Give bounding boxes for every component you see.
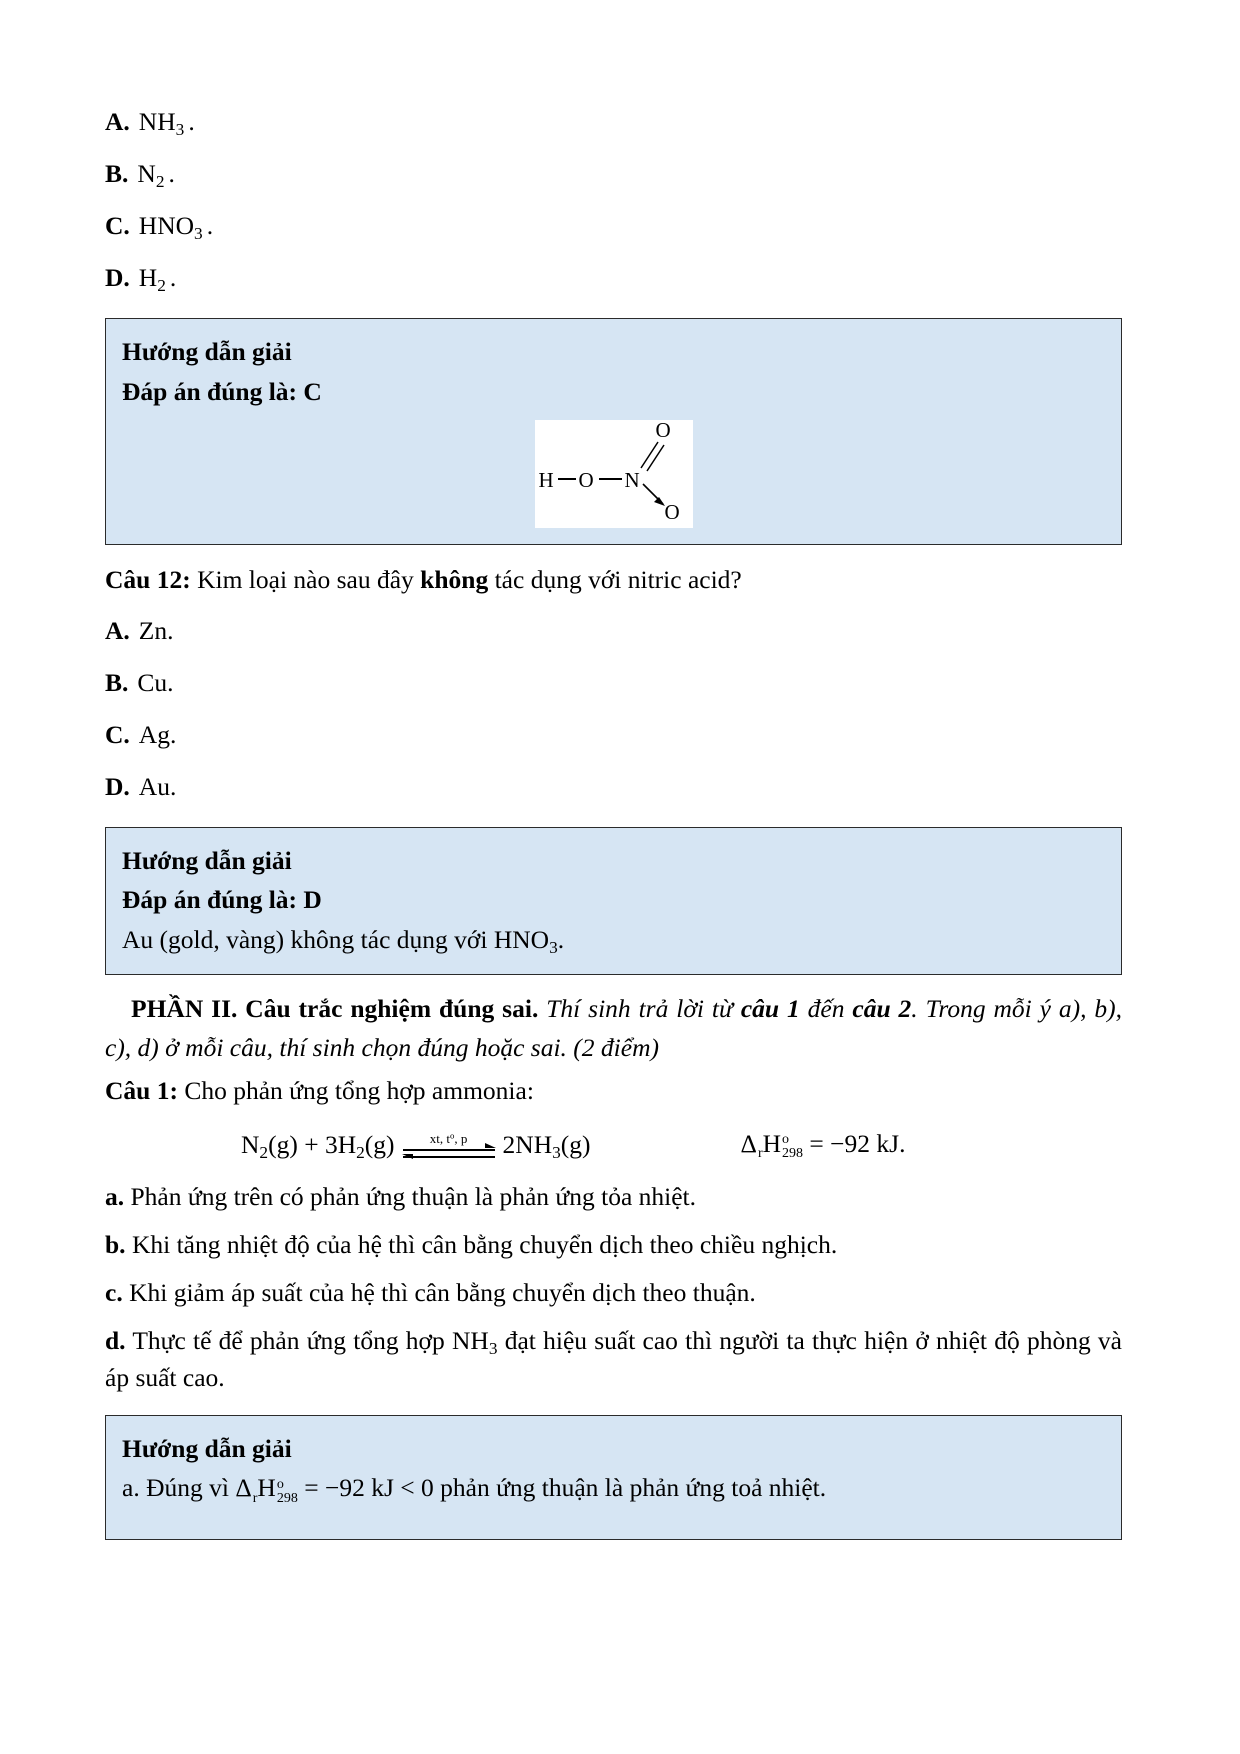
question-11-options bbox=[105, 96, 1122, 304]
question-12-text-a: Kim loại nào sau đây bbox=[190, 565, 421, 594]
question-12-bold-word: không bbox=[420, 565, 489, 594]
q12-option-label-b: B. bbox=[105, 667, 129, 697]
statement-d-sub: 3 bbox=[488, 1338, 498, 1358]
option-label-b: B. bbox=[105, 159, 129, 188]
q12-option-row-a bbox=[105, 605, 1122, 657]
answer-correct-1: Đáp án đúng là: C bbox=[122, 376, 322, 406]
option-row-b bbox=[105, 148, 1122, 200]
enthalpy-subscript-r: r bbox=[757, 1146, 763, 1162]
statement-d-text-pre: Thực tế để phản ứng tổng hợp NH bbox=[125, 1326, 489, 1356]
q12-option-value-d: Au. bbox=[138, 771, 177, 801]
answer3-sub-r: r bbox=[252, 1490, 258, 1506]
question-12-options bbox=[105, 605, 1122, 813]
equation-left: $N_2(g) + 3H_2(g)$ bbox=[241, 1129, 395, 1162]
answer-heading-3: Hướng dẫn giải bbox=[122, 1433, 292, 1463]
statement-c-label: c. bbox=[105, 1278, 123, 1308]
statement-d-text-post: đạt hiệu suất cao thì người ta thực hiện ở nhiệt độ phòng và áp suất cao. bbox=[105, 1326, 1122, 1393]
part-two-ref-2: câu 2 bbox=[852, 994, 912, 1023]
option-row-c bbox=[105, 200, 1122, 252]
answer-heading-2: Hướng dẫn giải bbox=[122, 845, 292, 875]
answer-correct-2: Đáp án đúng là: D bbox=[122, 885, 322, 914]
option-row-a bbox=[105, 96, 1122, 148]
atom-label-n: N bbox=[624, 468, 640, 492]
answer-box-question-12 bbox=[105, 827, 1122, 976]
q12-option-label-d: D. bbox=[105, 771, 130, 801]
option-label-d: D. bbox=[105, 263, 130, 292]
q12-option-row-d bbox=[105, 761, 1122, 813]
statement-c-text: Khi giảm áp suất của hệ thì cân bằng chuyển dịch theo thuận. bbox=[122, 1278, 756, 1308]
double-arrow-glyph bbox=[403, 1146, 495, 1162]
answer3-sup-sub: o 298 bbox=[276, 1476, 298, 1506]
atom-label-o-bottom: O bbox=[664, 500, 680, 524]
statement-b bbox=[105, 1218, 1122, 1266]
equation-right: $2NH_3(g)$ bbox=[502, 1129, 591, 1162]
part-two-italic-3: . Trong mỗi ý a), b), c), d) ở mỗi câu, thí sinh chọn đúng hoặc sai. (2 điểm) bbox=[105, 994, 1122, 1062]
part-two-title: PHẦN II. Câu trắc nghiệm đúng sai. bbox=[131, 994, 539, 1023]
equilibrium-arrow-icon bbox=[403, 1132, 495, 1162]
q12-option-label-c: C. bbox=[105, 719, 130, 749]
statement-b-text: Khi tăng nhiệt độ của hệ thì cân bằng chuyển dịch theo chiều nghịch. bbox=[125, 1230, 838, 1260]
ammonia-equation bbox=[241, 1115, 1122, 1170]
q12-option-value-c: Ag. bbox=[138, 719, 177, 749]
p2-question-1-number: Câu 1: bbox=[105, 1075, 178, 1105]
part-two-italic-1: Thí sinh trả lời từ bbox=[538, 994, 741, 1023]
option-value-b: $N_2$ . bbox=[137, 159, 175, 191]
option-value-c: $HNO_3$ . bbox=[138, 211, 214, 243]
answer-explanation-3: a. Đúng vì Δ r H o 298 = −92 kJ < 0 phản ứng thuận là phản ứng toả nhiệt. bbox=[122, 1473, 827, 1506]
option-label-a: A. bbox=[105, 107, 130, 136]
part-two-ref-1: câu 1 bbox=[740, 994, 800, 1023]
atom-label-h: H bbox=[538, 468, 554, 492]
answer-explanation-2: Au (gold, vàng) không tác dụng với $HNO_3$. bbox=[122, 924, 565, 957]
statement-a-text: Phản ứng trên có phản ứng thuận là phản ứng tỏa nhiệt. bbox=[124, 1182, 697, 1212]
nitric-acid-structure-icon bbox=[535, 420, 693, 528]
equation-conditions: xt, $t^o$, p bbox=[429, 1130, 468, 1146]
p2-question-1-text: Cho phản ứng tổng hợp ammonia: bbox=[177, 1075, 534, 1105]
molecule-figure-wrap bbox=[122, 412, 1105, 530]
statement-b-label: b. bbox=[105, 1230, 126, 1260]
atom-label-o-top: O bbox=[655, 418, 671, 442]
q12-option-row-c bbox=[105, 709, 1122, 761]
q12-option-label-a: A. bbox=[105, 615, 130, 645]
q12-option-value-a: Zn. bbox=[138, 615, 174, 645]
enthalpy-value: Δ r H o 298 = −92 kJ. bbox=[740, 1129, 906, 1162]
part-two-heading bbox=[105, 984, 1122, 1068]
statement-d bbox=[105, 1314, 1122, 1399]
question-12-prompt bbox=[105, 554, 1122, 605]
option-value-a: $NH_3$ . bbox=[138, 107, 195, 139]
enthalpy-sup-sub: o 298 bbox=[782, 1132, 804, 1162]
p2-question-1-prompt bbox=[105, 1068, 1122, 1116]
option-label-c: C. bbox=[105, 211, 130, 240]
part-two-italic-2: đến bbox=[799, 994, 853, 1023]
question-12-number: Câu 12: bbox=[105, 565, 191, 594]
q12-option-row-b bbox=[105, 657, 1122, 709]
answer-heading-1: Hướng dẫn giải bbox=[122, 337, 292, 366]
statement-a bbox=[105, 1170, 1122, 1218]
q12-option-value-b: Cu. bbox=[137, 667, 174, 697]
answer-box-question-11 bbox=[105, 318, 1122, 545]
bond-n-double-o bbox=[535, 420, 693, 528]
statement-a-label: a. bbox=[105, 1182, 125, 1212]
option-row-d bbox=[105, 252, 1122, 304]
atom-label-o-left: O bbox=[578, 468, 594, 492]
option-value-d: $H_2$ . bbox=[138, 263, 177, 295]
answer-box-p2-question-1 bbox=[105, 1415, 1122, 1540]
question-12-text-b: tác dụng với nitric acid? bbox=[488, 565, 742, 594]
statement-c bbox=[105, 1266, 1122, 1314]
statement-d-label: d. bbox=[105, 1326, 126, 1356]
